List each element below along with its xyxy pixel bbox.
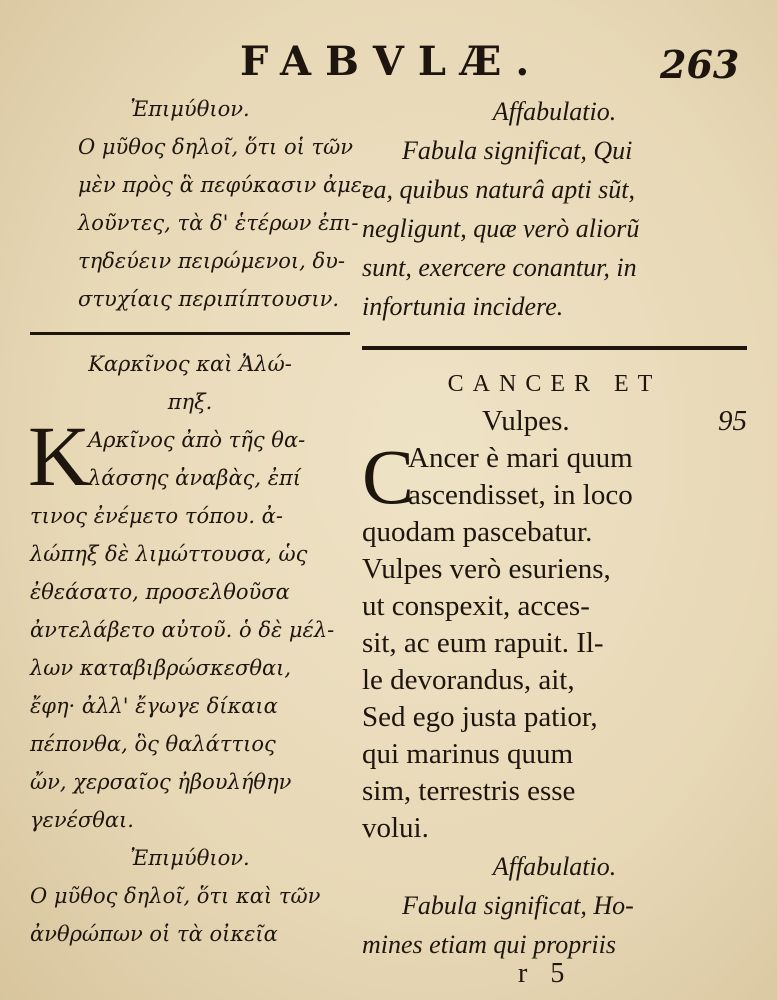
greek-text-line: ἐθεάσατο, προσελθοῦσα — [30, 580, 290, 604]
greek-text-line: λώπηξ δὲ λιμώττουσα, ὡς — [30, 542, 308, 566]
greek-text-line: τινος ἐνέμετο τόπου. ἀ- — [30, 504, 283, 528]
latin-text-line: sim, terrestris esse — [362, 775, 576, 807]
greek-text-line: Ο μῦθος δηλοῖ, ὅτι καὶ τῶν — [30, 884, 321, 908]
greek-text-line: Ο μῦθος δηλοῖ, ὅτι οἱ τῶν — [78, 135, 354, 159]
fable-text — [28, 408, 350, 839]
latin-text-line: qui marinus quum — [362, 738, 574, 770]
drop-cap: C — [362, 433, 415, 520]
fable-title-line — [362, 403, 747, 440]
running-head: FABVLÆ. — [240, 38, 544, 85]
latin-text-line: sunt, exercere conantur, in — [362, 253, 637, 282]
latin-text-line: ascendisset, in loco — [408, 479, 633, 511]
latin-text-line: volui. — [362, 812, 429, 844]
fable-number: 95 — [718, 405, 747, 437]
latin-text-line: ut conspexit, acces- — [362, 590, 590, 622]
section-divider — [362, 346, 747, 350]
affabulatio-heading: Affabulatio. — [492, 97, 617, 126]
greek-text-line: ἔφη· ἀλλ' ἔγωγε δίκαια — [30, 694, 278, 718]
fable-text — [362, 433, 747, 847]
latin-text-line: Fabula significat, Qui — [402, 136, 633, 165]
greek-text-line: γενέσθαι. — [30, 808, 134, 832]
fable-title-continued: Vulpes. — [482, 405, 570, 437]
latin-text-line: Fabula significat, Ho- — [402, 891, 634, 920]
latin-text-line: mines etiam qui propriis — [362, 930, 616, 959]
greek-text-line: πέπονθα, ὃς θαλάττιος — [30, 732, 276, 756]
drop-cap: K — [28, 408, 91, 504]
latin-text-line: negligunt, quæ verò aliorũ — [362, 214, 640, 243]
latin-text-line: Ancer è mari quum — [408, 442, 633, 474]
latin-column — [362, 92, 747, 964]
greek-text-line: λάσσης ἀναβὰς, ἐπί — [88, 466, 302, 490]
greek-text-line: ἀντελάβετο αὐτοῦ. ὁ δὲ μέλ- — [30, 618, 335, 642]
latin-text-line: sit, ac eum rapuit. Il- — [362, 627, 604, 659]
latin-text-line: infortunia incidere. — [362, 292, 564, 321]
greek-text-line: στυχίαις περιπίπτουσιν. — [78, 287, 340, 311]
latin-text-line: Vulpes verò esuriens, — [362, 553, 611, 585]
greek-text-line: ἀνθρώπων οἱ τὰ οἰκεῖα — [30, 922, 278, 946]
fable-title: CANCER ET — [447, 371, 662, 397]
fable-title-continued: πηξ. — [167, 390, 213, 414]
greek-text-line: μὲν πρὸς ἃ πεφύκασιν ἀμε- — [78, 173, 370, 197]
latin-text-line: ea, quibus naturâ apti sũt, — [362, 175, 636, 204]
latin-text-line: Sed ego justa patior, — [362, 701, 598, 733]
latin-text-line: quodam pascebatur. — [362, 516, 593, 548]
latin-text-line: le devorandus, ait, — [362, 664, 575, 696]
greek-text-line: τηδεύειν πειρώμενοι, δυ- — [78, 249, 346, 273]
fable-title: Καρκῖνος καὶ Ἀλώ- — [88, 352, 292, 376]
greek-text-line: λων καταβιβρώσκεσθαι, — [30, 656, 292, 680]
page-number: 263 — [660, 42, 740, 87]
epimythion-heading: Ἐπιμύθιον. — [130, 846, 250, 870]
greek-column — [28, 90, 370, 953]
greek-text-line: ὤν, χερσαῖος ἠβουλήθην — [30, 770, 292, 794]
greek-text-line: Αρκῖνος ἀπὸ τῆς θα- — [88, 428, 306, 452]
signature-mark: r 5 — [518, 958, 573, 989]
greek-text-line: λοῦντες, τὰ δ' ἑτέρων ἐπι- — [78, 211, 359, 235]
epimythion-heading: Ἐπιμύθιον. — [130, 97, 250, 121]
section-divider — [30, 332, 350, 335]
affabulatio-heading: Affabulatio. — [492, 852, 617, 881]
